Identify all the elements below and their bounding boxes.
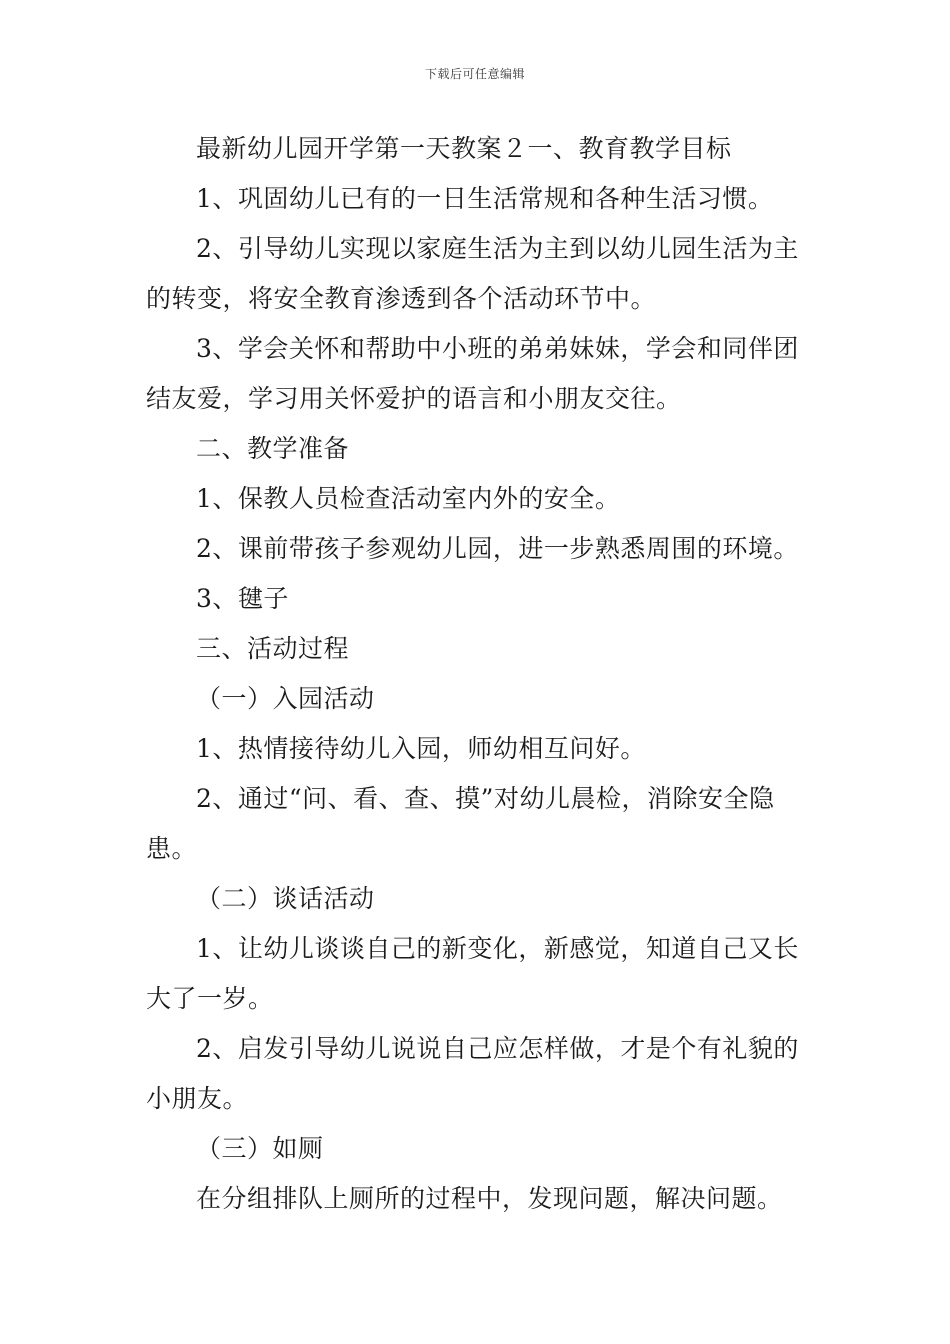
- subsection-heading: （一）入园活动: [196, 684, 375, 713]
- document-body: [146, 124, 810, 1224]
- paragraph-line: 2、课前带孩子参观幼儿园，进一步熟悉周围的环境。: [196, 534, 799, 563]
- paragraph-line: 的转变，将安全教育渗透到各个活动环节中。: [146, 284, 657, 313]
- paragraph-line: 1、巩固幼儿已有的一日生活常规和各种生活习惯。: [196, 184, 774, 213]
- subsection-heading: （二）谈话活动: [196, 884, 375, 913]
- paragraph-line: 大了一岁。: [146, 984, 274, 1013]
- section-heading: 二、教学准备: [196, 434, 350, 463]
- paragraph-line: 患。: [146, 834, 198, 863]
- paragraph-line: 3、毽子: [196, 584, 289, 613]
- paragraph-line: 1、保教人员检查活动室内外的安全。: [196, 484, 621, 513]
- paragraph-line: 1、热情接待幼儿入园，师幼相互问好。: [196, 734, 646, 763]
- paragraph-line: 结友爱，学习用关怀爱护的语言和小朋友交往。: [146, 384, 682, 413]
- title-line: 最新幼儿园开学第一天教案２一、教育教学目标: [196, 134, 732, 163]
- paragraph-line: 在分组排队上厕所的过程中，发现问题，解决问题。: [196, 1184, 783, 1213]
- section-heading: 三、活动过程: [196, 634, 350, 663]
- paragraph-line: 2、启发引导幼儿说说自己应怎样做，才是个有礼貌的: [196, 1034, 799, 1063]
- subsection-heading: （三）如厕: [196, 1134, 324, 1163]
- page-header: 下载后可任意编辑: [424, 67, 525, 81]
- paragraph-line: 1、让幼儿谈谈自己的新变化，新感觉，知道自己又长: [196, 934, 799, 963]
- paragraph-line: 3、学会关怀和帮助中小班的弟弟妹妹，学会和同伴团: [196, 334, 799, 363]
- paragraph-line: 小朋友。: [146, 1084, 249, 1113]
- paragraph-line: 2、通过“问、看、查、摸”对幼儿晨检，消除安全隐: [196, 784, 775, 813]
- paragraph-line: 2、引导幼儿实现以家庭生活为主到以幼儿园生活为主: [196, 234, 799, 263]
